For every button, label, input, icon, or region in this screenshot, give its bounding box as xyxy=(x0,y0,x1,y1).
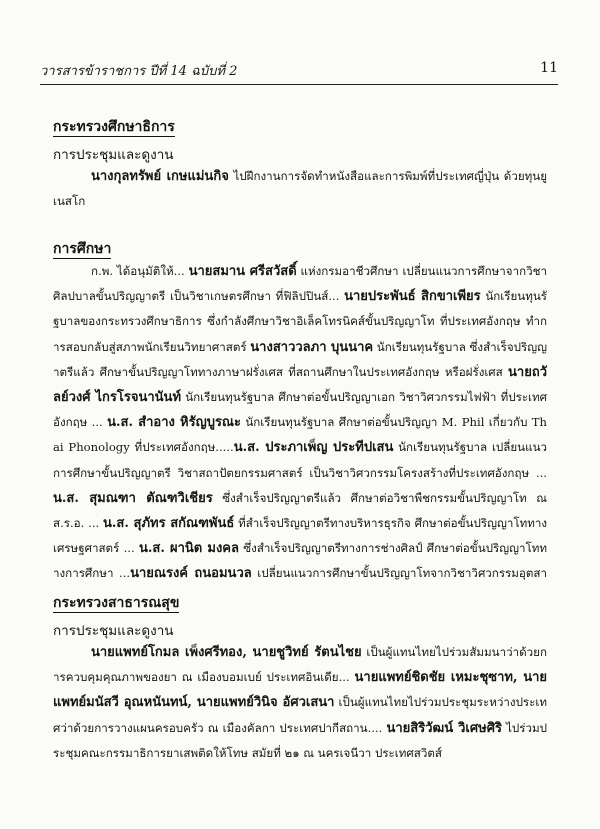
body-text: เป็นผู้แทนไทยไปร่วมสัมมนาว่าด้วยการควบคุมคุณภาพของยา ณ เมืองบอมเบย์ ประเทศอินเดีย... xyxy=(53,645,547,685)
section-title-public-health: กระทรวงสาธารณสุข xyxy=(53,595,180,611)
body-text: เปลี่ยนแนวการศึกษาขั้นปริญญาโทจากวิชาวิศวกรรมอุตสา xyxy=(257,566,547,581)
section-title-study: การศึกษา xyxy=(53,241,112,257)
body-text: ไปฝึกงานการจัดทำหนังสือและการพิมพ์ที่ประเทศญี่ปุ่น ด้วยทุนยูเนสโก xyxy=(53,169,547,209)
page-number: 11 xyxy=(540,60,558,76)
body-text: นักเรียนทุนรัฐบาลของกระทรวงศึกษาธิการ ซึ่งกำลังศึกษาวิชาอิเล็คโทรนิคส์ขั้นปริญญาโท ที่ประเทศอังกฤษ ทำการสอบกลับสู่สภาพนักเรียนวิทยาศาสตร์ xyxy=(53,289,547,354)
person-name: นายแพทย์ชิดชัย เหมะชุซาท, นายแพทย์มนัสวี อุณหนันทน์, นายแพทย์วินิจ อัศวเสนา xyxy=(53,670,547,711)
person-name: นายณรงค์ ถนอมนวล xyxy=(130,566,252,582)
person-name: นายแพทย์โกมล เพ็งศรีทอง, นายชูวิทย์ รัตนไชย xyxy=(91,645,362,660)
paragraph-study xyxy=(53,259,547,589)
body-text: ไปร่วมประชุมคณะกรรมาธิการยาเสพติดให้โทษ สมัยที่ ๒๑ ณ นครเจนีวา ประเทศสวิตส์ xyxy=(53,720,547,760)
person-name: น.ส. ผานิต มงคล xyxy=(138,541,239,557)
person-name: น.ส. สำอาง หิรัญบูรณะ xyxy=(107,415,241,431)
running-header xyxy=(40,60,558,80)
body-text: นักเรียนทุนรัฐบาล ซึ่งสำเร็จปริญญาตรีแล้ว ศึกษาขั้นปริญญาโททางภาษาฝรั่งเศส ที่สถานศึกษาในประเทศอังกฤษ หรือฝรั่งเศส xyxy=(53,339,547,379)
body-text: นักเรียนทุนรัฐบาล เปลี่ยนแนวการศึกษาขั้นปริญญาตรี วิชาสถาปัตยกรรมศาสตร์ เป็นวิชาวิศวกรรมโครงสร้างที่ประเทศอังกฤษ ... xyxy=(53,440,547,480)
body-text: นักเรียนทุนรัฐบาล ศึกษาต่อขั้นปริญญาเอก วิชาวิศวกรรมไฟฟ้า ที่ประเทศอังกฤษ ... xyxy=(53,390,547,430)
person-name: นายถวัลย์วงศ์ ไกรโรจนานันท์ xyxy=(53,364,547,406)
section-title-education-ministry: กระทรวงศึกษาธิการ xyxy=(53,119,175,135)
body-text: ที่สำเร็จปริญญาตรีทางบริหารธุรกิจ ศึกษาต่อขั้นปริญญาโททางเศรษฐศาสตร์ ... xyxy=(53,516,547,556)
person-name: น.ส. สุภัทร สกัณฑพันธ์ xyxy=(103,516,235,532)
body-text: ซึ่งสำเร็จปริญญาตรีทางการช่างศิลป์ ศึกษาต่อขั้นปริญญาโททางการศึกษา ... xyxy=(53,541,547,581)
body-text: นักเรียนทุนรัฐบาล ศึกษาต่อขั้นปริญญา M. Phil เกี่ยวกับ Thai Phonology ที่ประเทศอังกฤษ..... xyxy=(53,415,547,455)
body-text: ก.พ. ได้อนุมัติให้... xyxy=(91,264,189,278)
paragraph-public-health xyxy=(53,640,547,790)
header-rule xyxy=(40,84,558,85)
body-text: ซึ่งสำเร็จปริญญาตรีแล้ว ศึกษาต่อวิชาพืชกรรมขั้นปริญญาโท ณ ส.ร.อ. ... xyxy=(53,490,547,531)
body-text: เป็นผู้แทนไทยไปร่วมประชุมระหว่างประเทศว่าด้วยการวางแผนครอบครัว ณ เมืองคัลกา ประเทศปากีสถาน.... xyxy=(53,695,547,735)
person-name: น.ส. ประภาเพ็ญ ประทีปเสน xyxy=(233,440,394,456)
person-name: นางกุลทรัพย์ เกษแม่นกิจ xyxy=(91,169,229,184)
person-name: นางสาววลภา บุนนาค xyxy=(250,339,374,355)
person-name: นายสมาน ศรีสวัสดิ์ xyxy=(188,264,297,279)
person-name: นายประพันธ์ สิกขาเพียร xyxy=(344,289,481,305)
person-name: นายสิริวัฒน์ วิเศษศิริ xyxy=(386,720,502,736)
journal-title: วารสารข้าราชการ ปีที่ 14 ฉบับที่ 2 xyxy=(40,64,238,79)
section-subtitle-meetings-health: การประชุมและดูงาน xyxy=(53,623,174,639)
person-name: น.ส. สุมณฑา ตัณฑวิเชียร xyxy=(53,490,213,506)
paragraph-education-ministry xyxy=(53,164,547,214)
section-subtitle-meetings: การประชุมและดูงาน xyxy=(53,147,174,163)
body-text: แห่งกรมอาชีวศึกษา เปลี่ยนแนวการศึกษาจากวิชาศิลปบาลขั้นปริญญาตรี เป็นวิชาเกษตรศึกษา ที่ฟิลิปปินส์... xyxy=(53,264,547,304)
